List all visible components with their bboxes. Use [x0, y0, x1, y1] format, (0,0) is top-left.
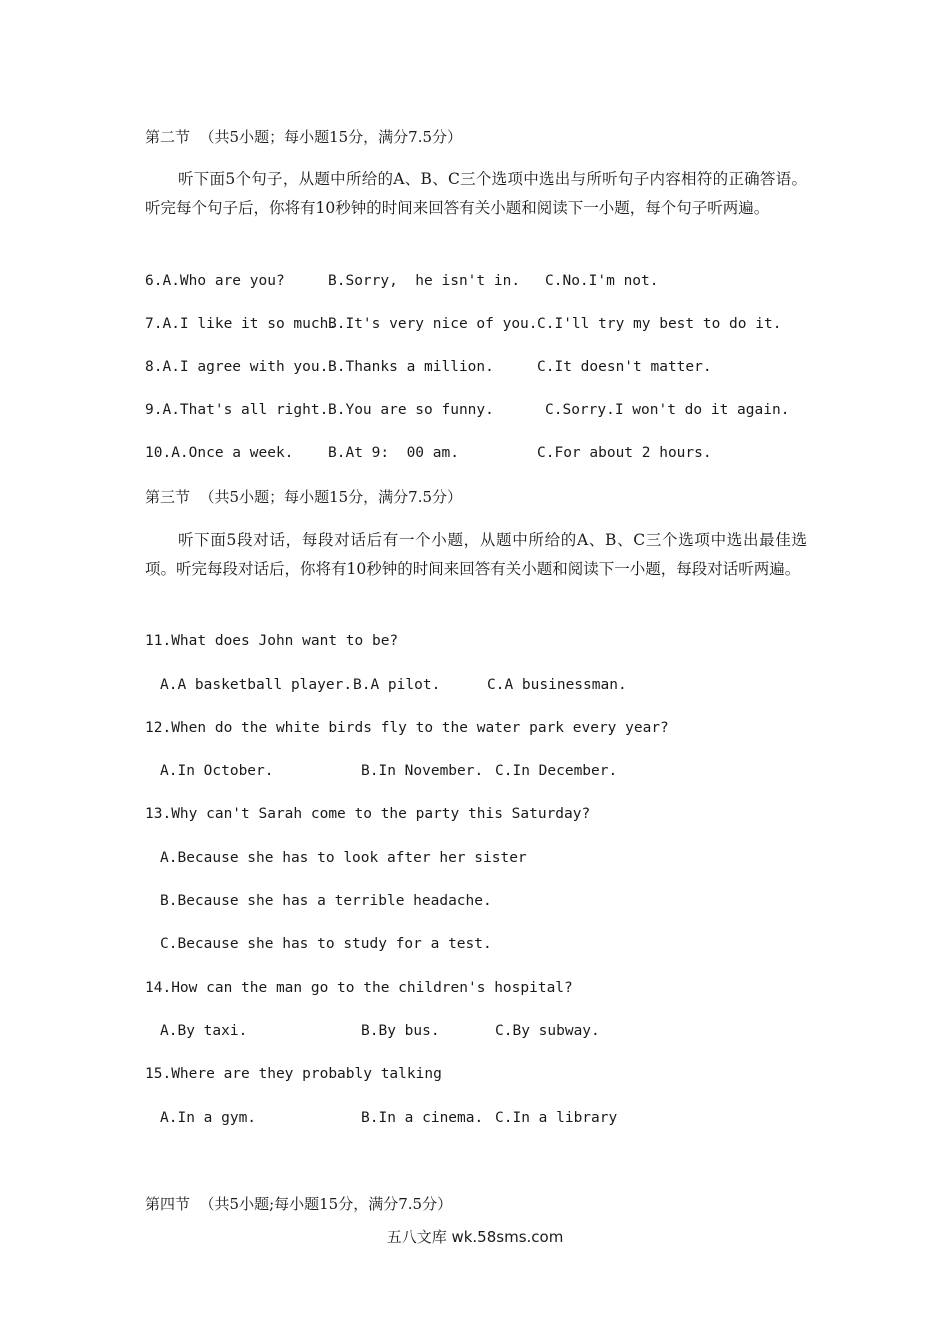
q14-stem: 14.How can the man go to the children's hospital? — [145, 980, 573, 996]
section-3-instructions: 听下面5段对话，每段对话后有一个小题，从题中所给的A、B、C三个选项中选出最佳选项。听完每段对话后，你将有10秒钟的时间来回答有关小题和阅读下一小题，每段对话听两遍。 — [145, 531, 807, 578]
q15-option-b: B.In a cinema. — [361, 1110, 484, 1126]
q6-option-a: 6.A.Who are you? — [145, 273, 285, 289]
q14-option-b: B.By bus. — [361, 1023, 440, 1039]
q7-option-b: B.It's very nice of you. — [328, 316, 538, 332]
q14-option-a: A.By taxi. — [160, 1023, 248, 1039]
section-2-heading: 第二节 （共5小题；每小题15分，满分7.5分） — [145, 128, 463, 146]
q8-option-a: 8.A.I agree with you. — [145, 359, 329, 375]
q10-option-c: C.For about 2 hours. — [537, 445, 712, 461]
q8-option-b: B.Thanks a million. — [328, 359, 494, 375]
section-4-heading: 第四节 （共5小题;每小题15分，满分7.5分） — [145, 1195, 453, 1213]
section-2-instructions: 听下面5个句子，从题中所给的A、B、C三个选项中选出与所听句子内容相符的正确答语。听完每个句子后，你将有10秒钟的时间来回答有关小题和阅读下一小题，每个句子听两遍。 — [145, 170, 807, 217]
q13-option-b: B.Because she has a terrible headache. — [160, 893, 492, 909]
q11-option-a: A.A basketball player. — [160, 677, 353, 693]
q11-stem: 11.What does John want to be? — [145, 633, 399, 649]
q11-option-c: C.A businessman. — [487, 677, 627, 693]
q10-option-b: B.At 9: 00 am. — [328, 445, 459, 461]
q13-stem: 13.Why can't Sarah come to the party this Saturday? — [145, 806, 591, 822]
q14-option-c: C.By subway. — [495, 1023, 600, 1039]
q13-option-c: C.Because she has to study for a test. — [160, 936, 492, 952]
q7-option-c: C.I'll try my best to do it. — [537, 316, 782, 332]
footer-watermark: 五八文库 wk.58sms.com — [386, 1228, 564, 1246]
section-3-heading: 第三节 （共5小题；每小题15分，满分7.5分） — [145, 488, 463, 506]
q6-option-c: C.No.I'm not. — [545, 273, 659, 289]
q6-option-b: B.Sorry, he isn't in. — [328, 273, 521, 289]
q15-option-c: C.In a library — [495, 1110, 618, 1126]
q15-stem: 15.Where are they probably talking — [145, 1066, 442, 1082]
q10-option-a: 10.A.Once a week. — [145, 445, 294, 461]
q7-option-a: 7.A.I like it so much. — [145, 316, 338, 332]
q12-stem: 12.When do the white birds fly to the water park every year? — [145, 720, 669, 736]
q9-option-a: 9.A.That's all right. — [145, 402, 329, 418]
q9-option-c: C.Sorry.I won't do it again. — [545, 402, 790, 418]
q13-option-a: A.Because she has to look after her sister — [160, 850, 527, 866]
q12-option-b: B.In November. — [361, 763, 484, 779]
q12-option-a: A.In October. — [160, 763, 274, 779]
q9-option-b: B.You are so funny. — [328, 402, 494, 418]
q8-option-c: C.It doesn't matter. — [537, 359, 712, 375]
q12-option-c: C.In December. — [495, 763, 618, 779]
q15-option-a: A.In a gym. — [160, 1110, 257, 1126]
q11-option-b: B.A pilot. — [353, 677, 441, 693]
